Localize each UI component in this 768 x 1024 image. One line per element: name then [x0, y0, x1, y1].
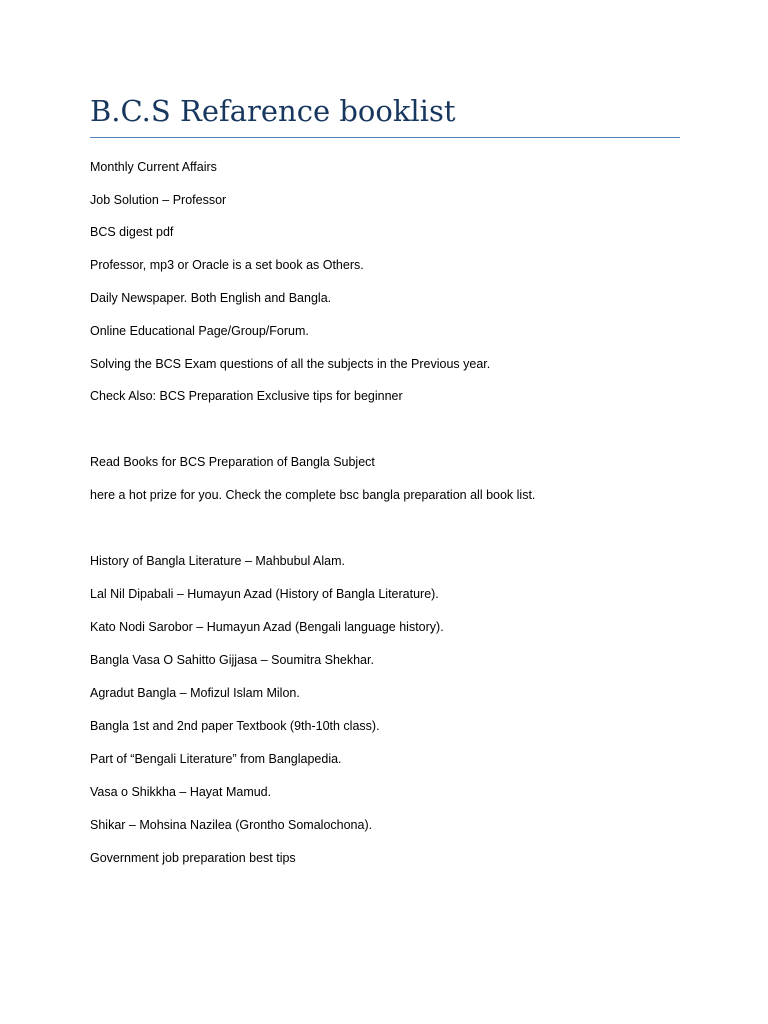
section-note: here a hot prize for you. Check the complete bsc bangla preparation all book list. — [90, 488, 536, 502]
title-underline — [90, 137, 680, 138]
book-item: History of Bangla Literature – Mahbubul Alam. — [90, 554, 345, 568]
list-item: Solving the BCS Exam questions of all the subjects in the Previous year. — [90, 357, 491, 371]
list-item: BCS digest pdf — [90, 225, 174, 239]
book-item: Government job preparation best tips — [90, 851, 296, 865]
list-item: Check Also: BCS Preparation Exclusive tips for beginner — [90, 389, 403, 403]
page-title: B.C.S Refarence booklist — [90, 94, 456, 128]
book-item: Lal Nil Dipabali – Humayun Azad (History of Bangla Literature). — [90, 587, 439, 601]
book-item: Part of “Bengali Literature” from Banglapedia. — [90, 752, 342, 766]
book-item: Bangla Vasa O Sahitto Gijjasa – Soumitra Shekhar. — [90, 653, 374, 667]
list-item: Job Solution – Professor — [90, 193, 227, 207]
book-item: Vasa o Shikkha – Hayat Mamud. — [90, 785, 272, 799]
book-item: Shikar – Mohsina Nazilea (Grontho Somalochona). — [90, 818, 373, 832]
section-heading: Read Books for BCS Preparation of Bangla Subject — [90, 455, 375, 469]
list-item: Monthly Current Affairs — [90, 160, 217, 174]
list-item: Online Educational Page/Group/Forum. — [90, 324, 309, 338]
book-item: Bangla 1st and 2nd paper Textbook (9th-10th class). — [90, 719, 380, 733]
list-item: Professor, mp3 or Oracle is a set book as Others. — [90, 258, 364, 272]
list-item: Daily Newspaper. Both English and Bangla. — [90, 291, 332, 305]
book-item: Kato Nodi Sarobor – Humayun Azad (Bengali language history). — [90, 620, 444, 634]
book-item: Agradut Bangla – Mofizul Islam Milon. — [90, 686, 300, 700]
